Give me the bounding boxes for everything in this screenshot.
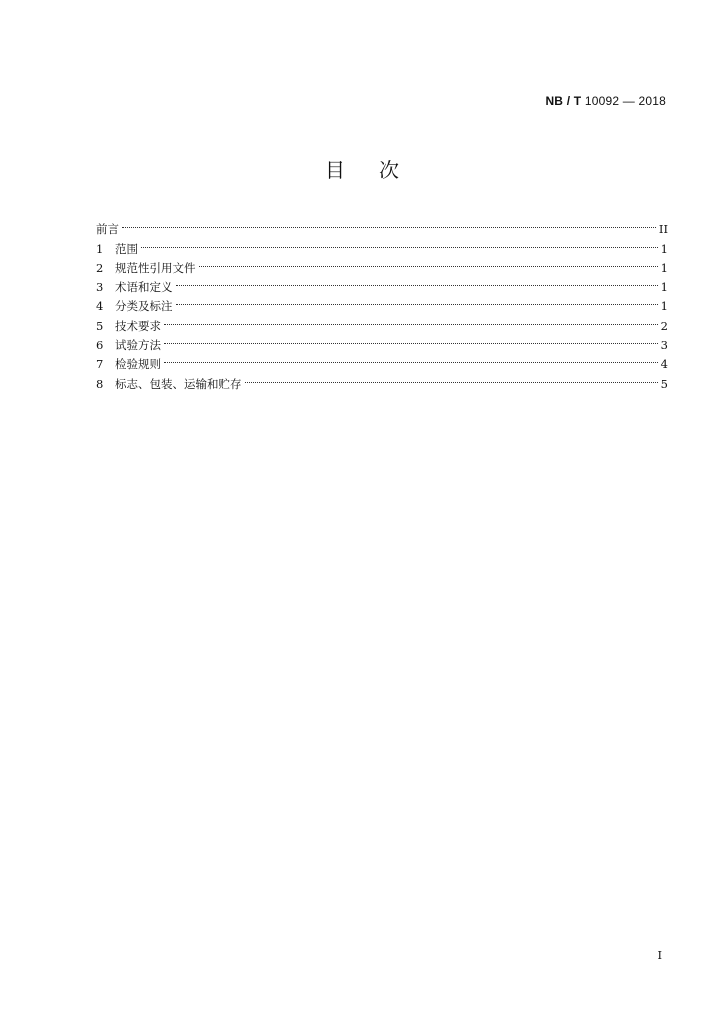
toc-item-scope[interactable] (96, 233, 668, 256)
toc-item-foreword[interactable] (96, 214, 668, 237)
toc-item-page: 1 (660, 299, 668, 314)
toc-item-label: 规范性引用文件 (115, 260, 196, 275)
toc-item-label: 试验方法 (115, 338, 161, 353)
toc-item-page: 5 (660, 376, 668, 391)
standard-code (545, 94, 666, 108)
toc-item-label: 范围 (115, 241, 138, 256)
toc-item-page: 1 (660, 241, 668, 256)
toc-item-label: 前言 (96, 222, 119, 237)
toc-item-label: 分类及标注 (115, 299, 173, 314)
toc-item-page: 1 (660, 280, 668, 295)
toc-item-classification[interactable] (96, 291, 668, 314)
toc-leader-dots (245, 368, 659, 387)
toc-leader-dots (141, 233, 659, 252)
toc-item-number: 8 (96, 376, 104, 391)
toc-leader-dots (164, 310, 659, 329)
toc-item-number: 4 (96, 299, 104, 314)
toc-item-page: 2 (660, 318, 668, 333)
page-title: 目次 (325, 158, 433, 182)
toc-item-number: 3 (96, 280, 104, 295)
toc-item-inspection-rules[interactable] (96, 349, 668, 372)
toc-leader-dots (164, 330, 659, 349)
toc-item-number: 5 (96, 318, 104, 333)
page-number: I (657, 948, 662, 962)
toc-item-terms-definitions[interactable] (96, 272, 668, 295)
toc-item-label: 术语和定义 (115, 280, 173, 295)
toc-leader-dots (164, 349, 659, 368)
standard-number: 10092 — 2018 (584, 94, 666, 108)
toc-item-number: 2 (96, 260, 104, 275)
toc-leader-dots (176, 272, 659, 291)
toc-leader-dots (176, 291, 659, 310)
toc-item-page: II (658, 222, 668, 237)
toc-item-normative-references[interactable] (96, 253, 668, 275)
toc-item-marking-packaging[interactable] (96, 368, 668, 391)
toc-item-technical-requirements[interactable] (96, 310, 668, 333)
table-of-contents (96, 214, 668, 391)
toc-item-page: 4 (660, 357, 668, 372)
standard-prefix: NB / T (545, 94, 582, 108)
toc-leader-dots (199, 253, 659, 272)
toc-item-label: 技术要求 (115, 318, 161, 333)
toc-item-label: 检验规则 (115, 357, 161, 372)
toc-item-page: 1 (660, 260, 668, 275)
toc-item-number: 1 (96, 241, 104, 256)
toc-item-number: 7 (96, 357, 104, 372)
toc-item-test-methods[interactable] (96, 330, 668, 353)
toc-leader-dots (122, 214, 657, 233)
toc-item-page: 3 (660, 338, 668, 353)
toc-item-number: 6 (96, 338, 104, 353)
toc-item-label: 标志、包装、运输和贮存 (115, 376, 242, 391)
